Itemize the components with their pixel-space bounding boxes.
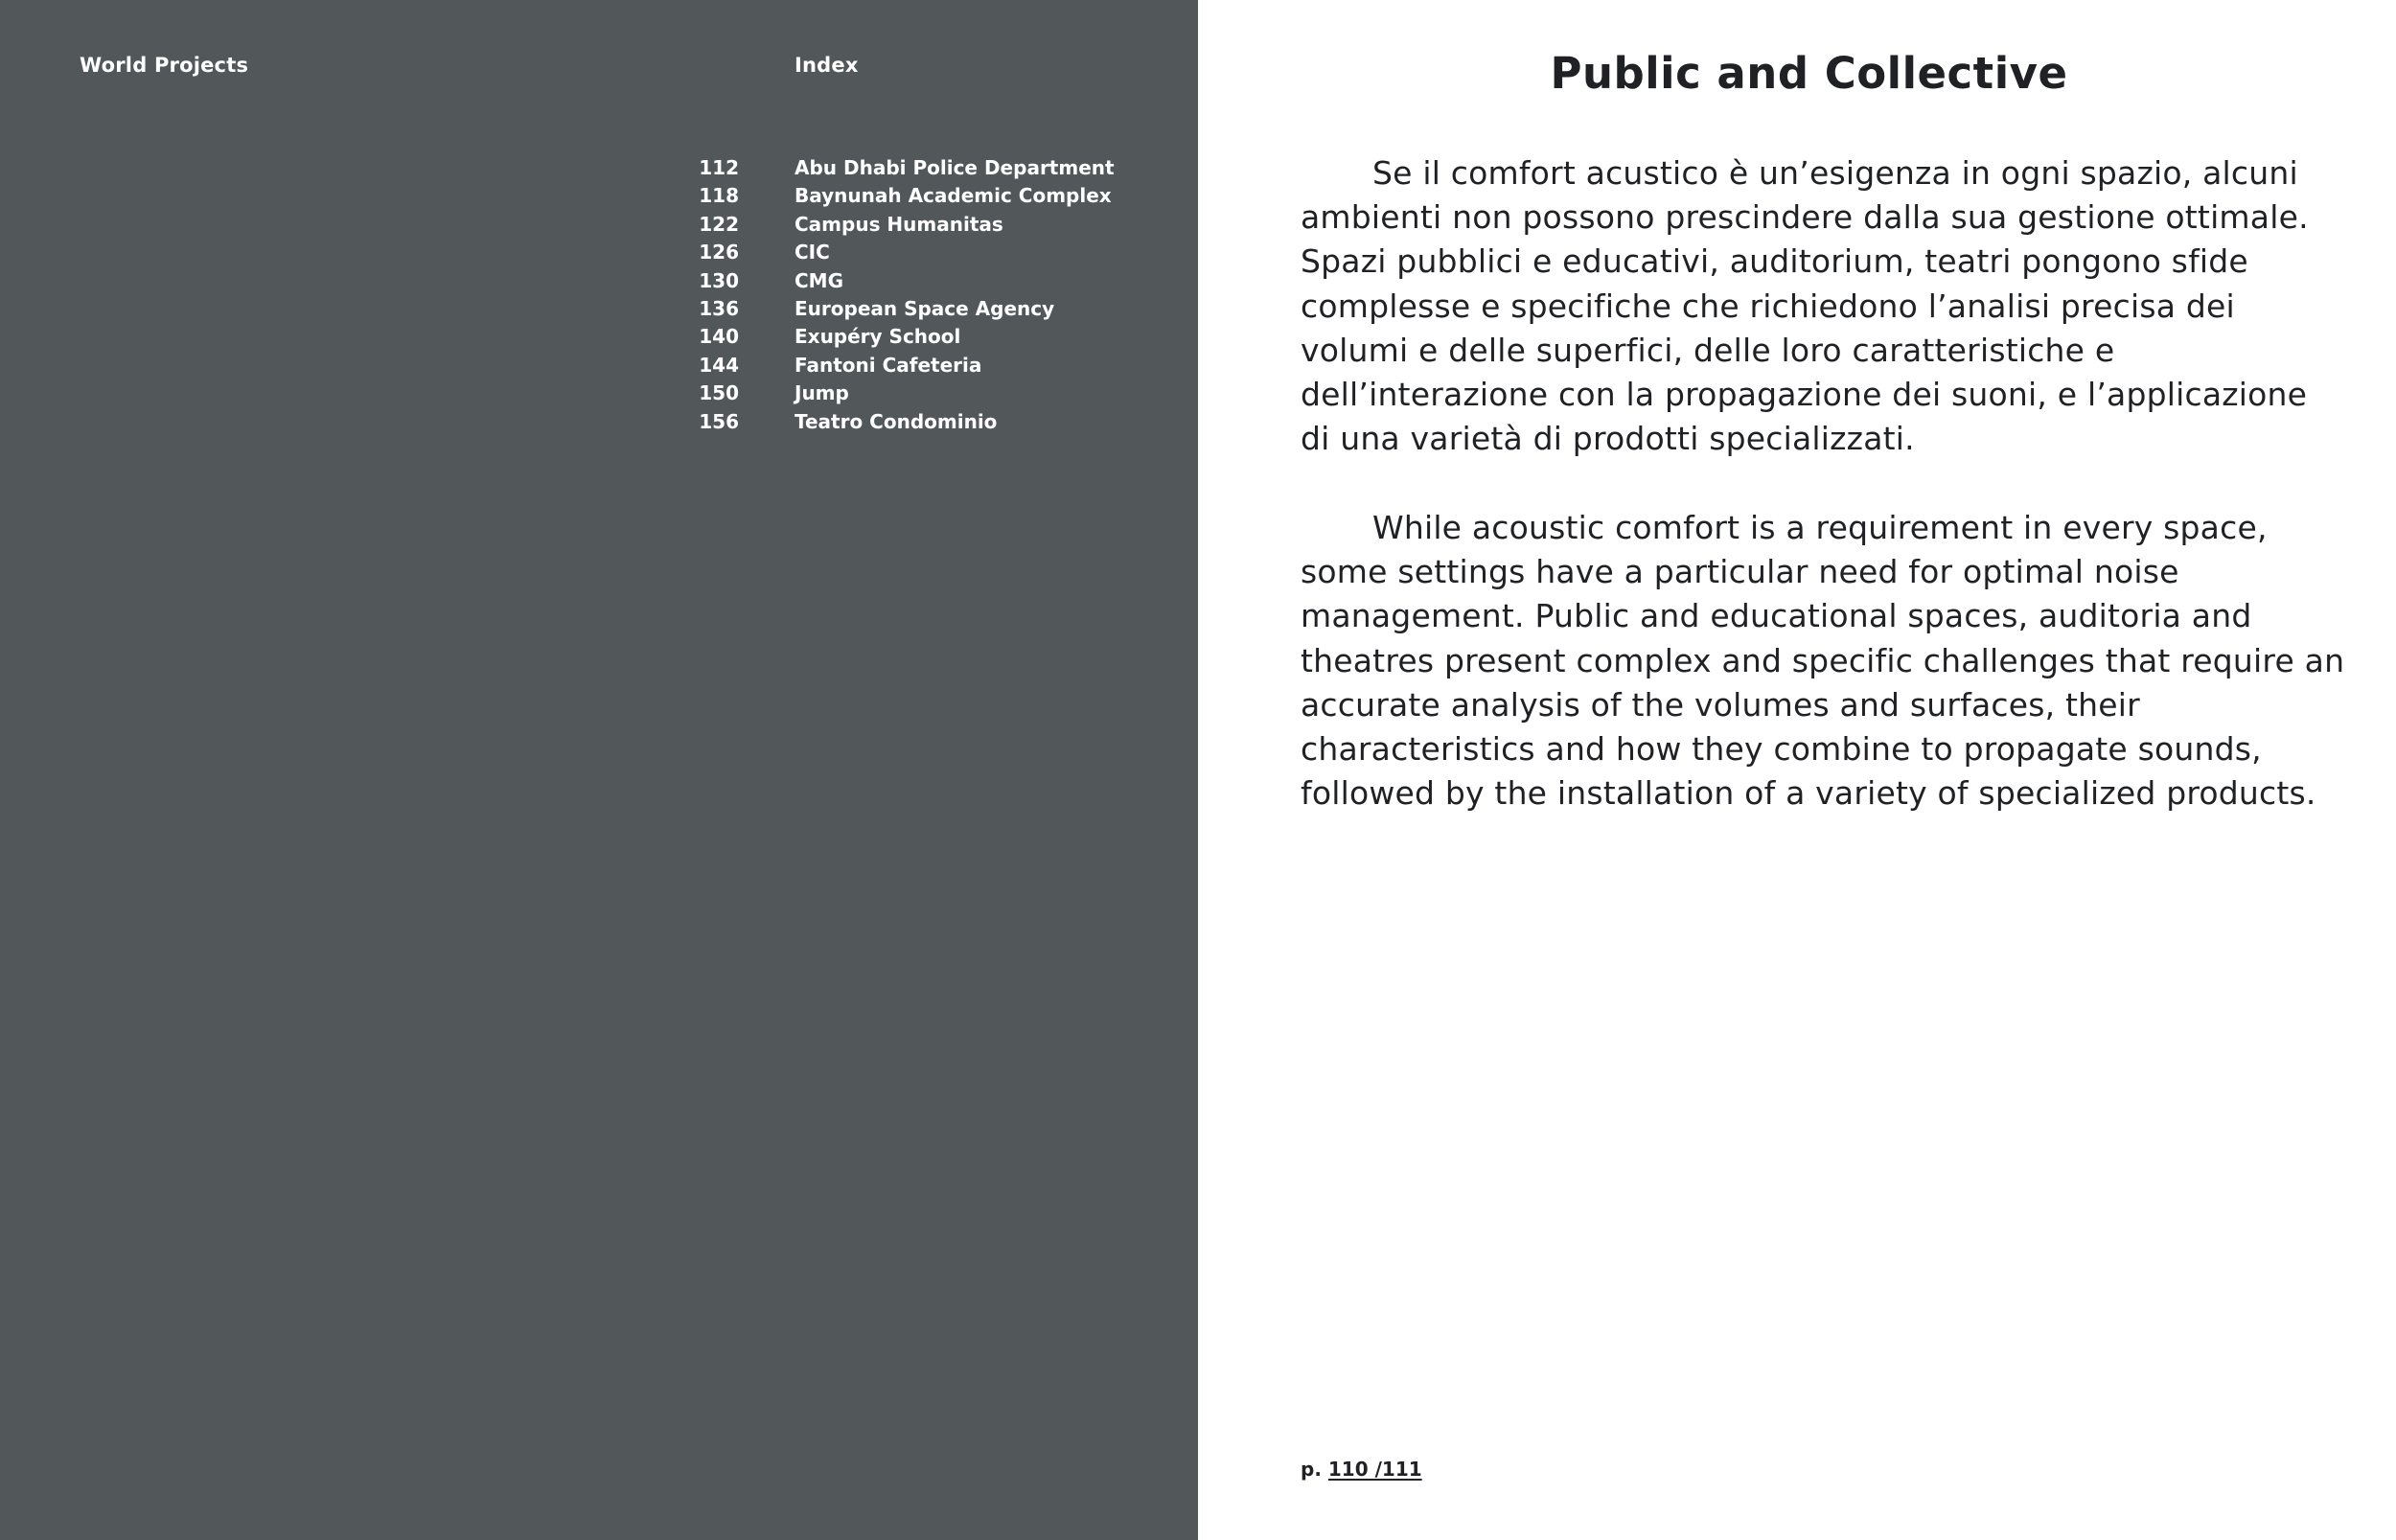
index-project-title: Baynunah Academic Complex (795, 184, 1112, 208)
index-page-number: 126 (699, 241, 739, 264)
index-entry[interactable] (671, 297, 1115, 325)
index-project-title: CIC (795, 241, 830, 264)
index-project-title: CMG (795, 268, 843, 292)
index-entry[interactable] (671, 354, 1115, 381)
index-page-number: 118 (699, 184, 739, 208)
right-page (1198, 0, 2396, 1540)
index-page-number: 150 (699, 381, 739, 405)
index-list (671, 156, 1115, 438)
paragraph-english: While acoustic comfort is a requirement in every space, some settings have a particular need for optimal noise management. Public and educational spaces, auditoria and theatres present complex and specific challenges that require an accurate analysis of the volumes and surfaces, their characteristics and how they combine to propagate sounds, followed by the installation of a variety of specialized products. (1301, 509, 2345, 813)
paragraph-italian: Se il comfort acustico è un’esigenza in ogni spazio, alcuni ambienti non possono prescindere dalla sua gestione ottimale. Spazi pubblici e educativi, auditorium, teatri pongono sfide complesse e specifiche che richiedono l’analisi precisa dei volumi e delle superfici, delle loro caratteristiche e dell’interazione con la propagazione dei suoni, e l’applicazione di una varietà di prodotti specializzati. (1301, 154, 2309, 458)
index-page-number: 130 (699, 268, 739, 292)
index-project-title: Fantoni Cafeteria (795, 353, 982, 377)
page-number (1301, 1458, 1422, 1481)
index-entry[interactable] (671, 184, 1115, 212)
index-page-number: 122 (699, 212, 739, 236)
index-project-title: European Space Agency (795, 296, 1055, 320)
index-entry[interactable] (671, 213, 1115, 241)
index-project-title: Campus Humanitas (795, 212, 1003, 236)
index-page-number: 144 (699, 353, 739, 377)
index-project-title: Teatro Condominio (795, 409, 998, 433)
index-entry[interactable] (671, 381, 1115, 409)
index-entry[interactable] (671, 269, 1115, 297)
index-project-title: Jump (795, 381, 849, 405)
index-heading: Index (795, 54, 859, 77)
page-number-prefix: p. (1301, 1458, 1322, 1481)
index-project-title: Exupéry School (795, 325, 961, 349)
index-entry[interactable] (671, 156, 1115, 184)
index-entry[interactable] (671, 410, 1115, 438)
index-entry[interactable] (671, 325, 1115, 353)
page-number-value: 110 /111 (1327, 1458, 1422, 1481)
index-page-number: 140 (699, 325, 739, 349)
index-project-title: Abu Dhabi Police Department (795, 156, 1115, 179)
index-entry[interactable] (671, 241, 1115, 268)
section-label: World Projects (80, 54, 249, 77)
index-page-number: 112 (699, 156, 739, 179)
page-title: Public and Collective (1550, 48, 2068, 99)
index-page-number: 136 (699, 296, 739, 320)
index-page-number: 156 (699, 409, 739, 433)
